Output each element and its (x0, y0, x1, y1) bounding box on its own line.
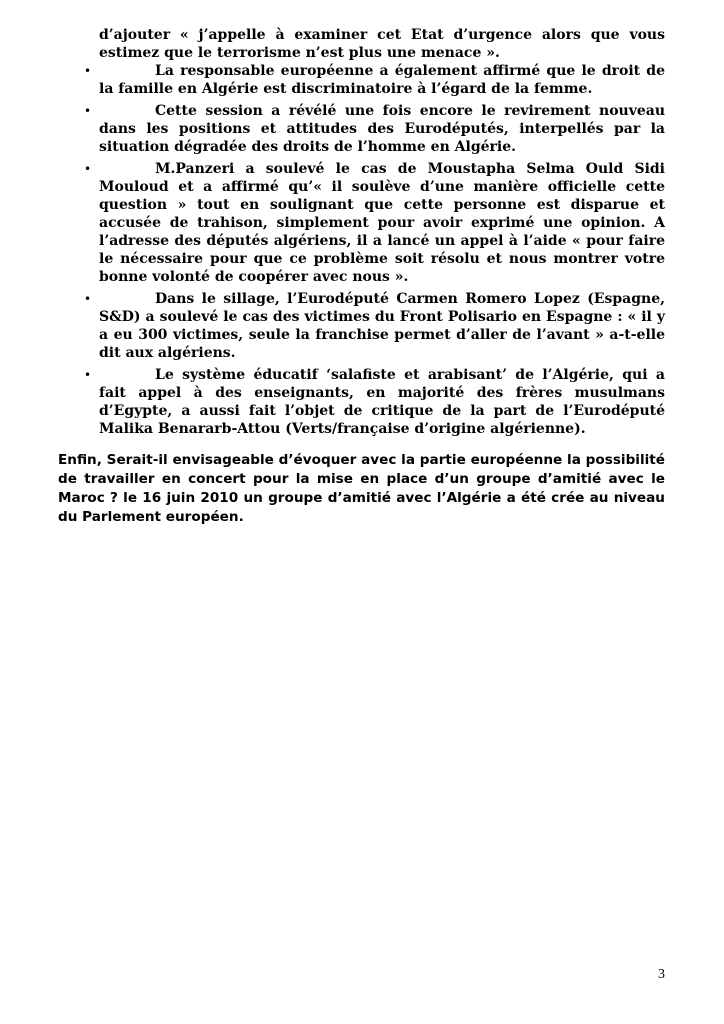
bullet-item (0, 160, 665, 286)
page-number: 3 (658, 967, 665, 982)
bullet-icon: • (84, 162, 92, 176)
bullet-text: Dans le sillage, l’Eurodéputé Carmen Romero Lopez (Espagne, S&D) a soulevé le cas des victimes du Front Polisario en Espagne : « il y a eu 300 victimes, seule la franchise permet d’aller de l’avant » a-t-elle dit aux algériens. (99, 291, 665, 361)
bullet-list (0, 62, 724, 442)
conclusion-paragraph: Enfin, Serait-il envisageable d’évoquer avec la partie européenne la possibilité de travailler en concert pour la mise en place d’un groupe d’amitié avec le Maroc ? le 16 juin 2010 un groupe d’amitié avec l’Algérie a été crée au niveau du Parlement européen. (58, 452, 665, 525)
bullet-icon: • (84, 368, 92, 382)
bullet-icon: • (84, 104, 92, 118)
bullet-item (0, 290, 665, 362)
bullet-text: M.Panzeri a soulevé le cas de Moustapha Selma Ould Sidi Mouloud et a affirmé qu’« il soulève d’une manière officielle cette question » tout en soulignant que cette personne est disparue et accusée de trahison, simplement pour avoir exprimé une opinion. A l’adresse des députés algériens, il a lancé un appel à l’aide « pour faire le nécessaire pour que ce problème soit résolu et nous montrer votre bonne volonté de coopérer avec nous ». (99, 161, 665, 285)
bullet-icon: • (84, 292, 92, 306)
bullet-text: La responsable européenne a également affirmé que le droit de la famille en Algérie est discriminatoire à l’égard de la femme. (99, 63, 665, 97)
bullet-text: Cette session a révélé une fois encore le revirement nouveau dans les positions et attitudes des Eurodéputés, interpellés par la situation dégradée des droits de l’homme en Algérie. (99, 103, 665, 155)
bullet-item (0, 366, 665, 438)
bullet-text: Le système éducatif ‘salafiste et arabisant’ de l’Algérie, qui a fait appel à des enseignants, en majorité des frères musulmans d’Egypte, a aussi fait l’objet de critique de la part de l’Eurodéputé Malika Benararb-Attou (Verts/française d’origine algérienne). (99, 367, 665, 437)
bullet-item (0, 62, 665, 98)
bullet-item (0, 102, 665, 156)
bullet-icon: • (84, 64, 92, 78)
intro-paragraph: d’ajouter « j’appelle à examiner cet Etat d’urgence alors que vous estimez que le terrorisme n’est plus une menace ». (99, 27, 665, 61)
